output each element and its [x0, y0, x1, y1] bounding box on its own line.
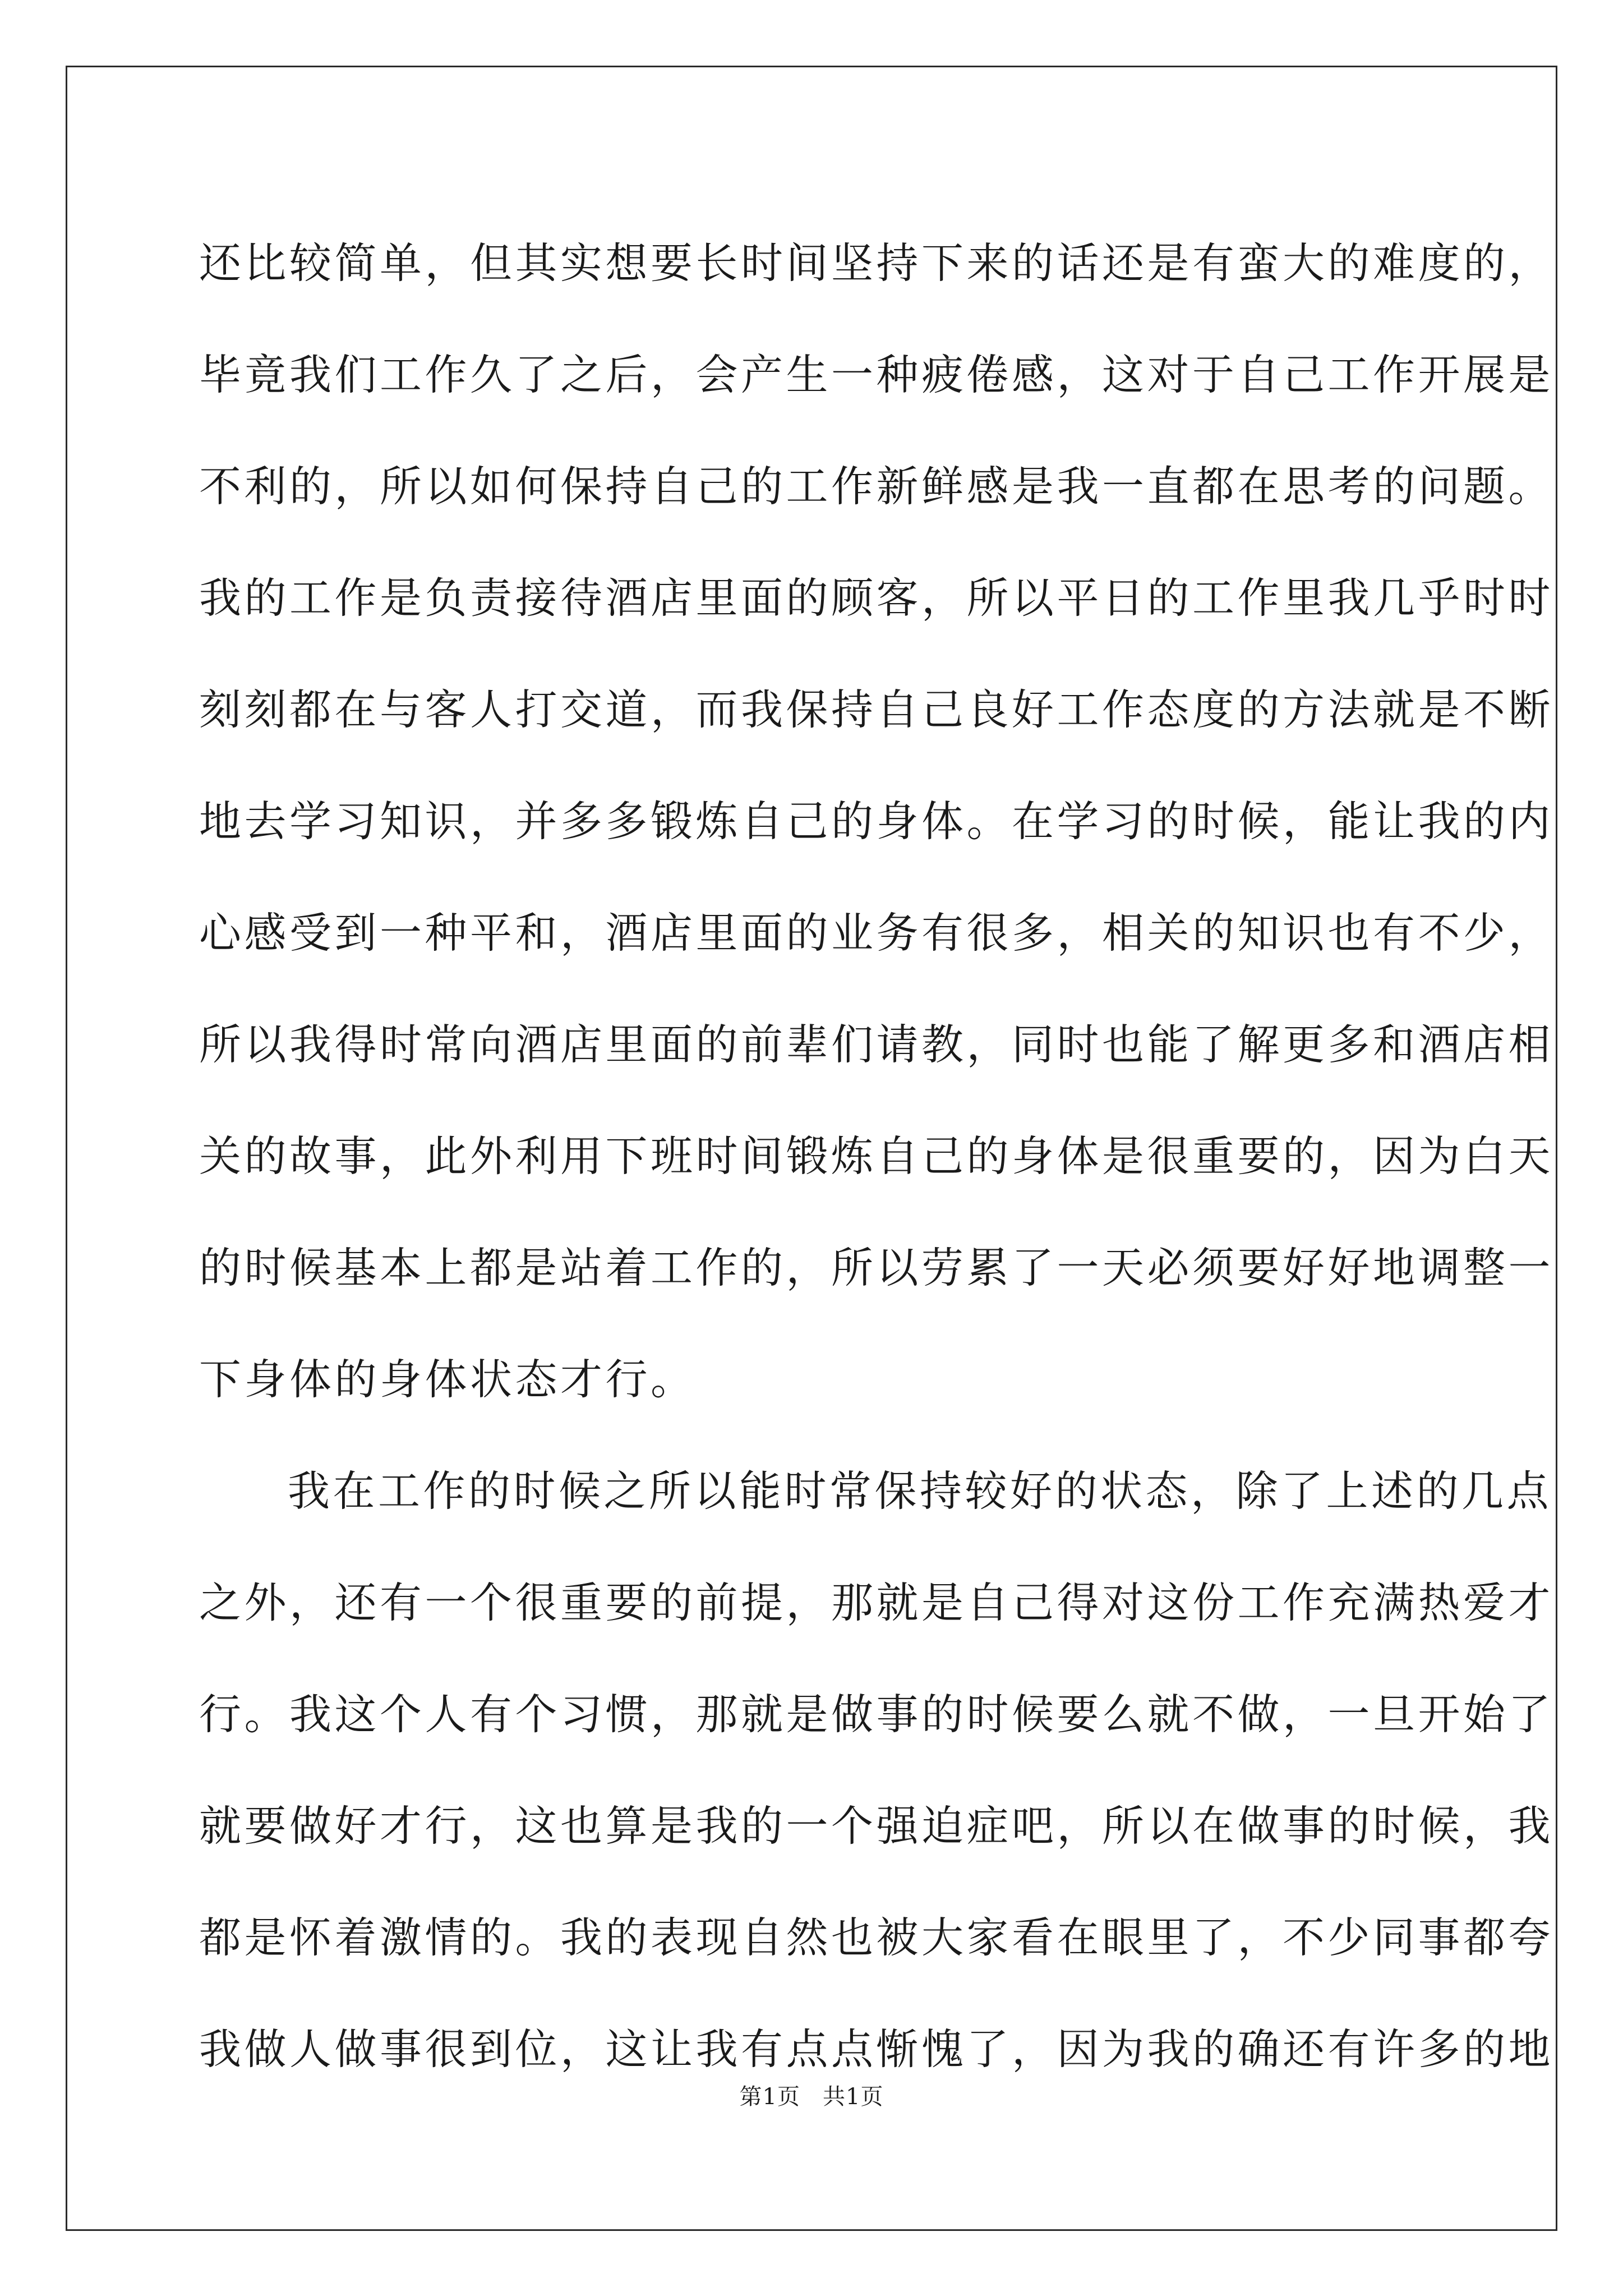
text-line: 心感受到一种平和，酒店里面的业务有很多，相关的知识也有不少， [199, 908, 1554, 958]
text-line: 我的工作是负责接待酒店里面的顾客，所以平日的工作里我几乎时时 [199, 573, 1554, 623]
text-line: 行。我这个人有个习惯，那就是做事的时候要么就不做，一旦开始了 [199, 1690, 1554, 1739]
text-line: 关的故事，此外利用下班时间锻炼自己的身体是很重要的，因为白天 [199, 1131, 1554, 1181]
text-line: 的时候基本上都是站着工作的，所以劳累了一天必须要好好地调整一 [199, 1243, 1554, 1292]
text-line: 就要做好才行，这也算是我的一个强迫症吧，所以在做事的时候，我 [199, 1801, 1554, 1851]
text-line: 不利的，所以如何保持自己的工作新鲜感是我一直都在思考的问题。 [199, 462, 1554, 511]
text-line: 刻刻都在与客人打交道，而我保持自己良好工作态度的方法就是不断 [199, 685, 1554, 734]
page-number: 第1页 [739, 2084, 800, 2110]
document-body [199, 208, 1554, 2105]
page-total: 共1页 [823, 2084, 884, 2110]
text-line: 还比较简单，但其实想要长时间坚持下来的话还是有蛮大的难度的， [199, 238, 1554, 288]
text-line: 我做人做事很到位，这让我有点点惭愧了，因为我的确还有许多的地 [199, 2024, 1554, 2074]
text-line: 下身体的身体状态才行。 [199, 1355, 696, 1404]
text-line: 所以我得时常向酒店里面的前辈们请教，同时也能了解更多和酒店相 [199, 1020, 1554, 1069]
text-line: 之外，还有一个很重要的前提，那就是自己得对这份工作充满热爱才 [199, 1578, 1554, 1627]
text-line: 毕竟我们工作久了之后，会产生一种疲倦感，这对于自己工作开展是 [199, 350, 1554, 399]
text-line: 都是怀着激情的。我的表现自然也被大家看在眼里了，不少同事都夸 [199, 1913, 1554, 1962]
text-line: 地去学习知识，并多多锻炼自己的身体。在学习的时候，能让我的内 [199, 797, 1554, 846]
page-footer [0, 2079, 1623, 2111]
paragraph-first-line: 我在工作的时候之所以能时常保持较好的状态，除了上述的几点 [288, 1466, 1552, 1516]
